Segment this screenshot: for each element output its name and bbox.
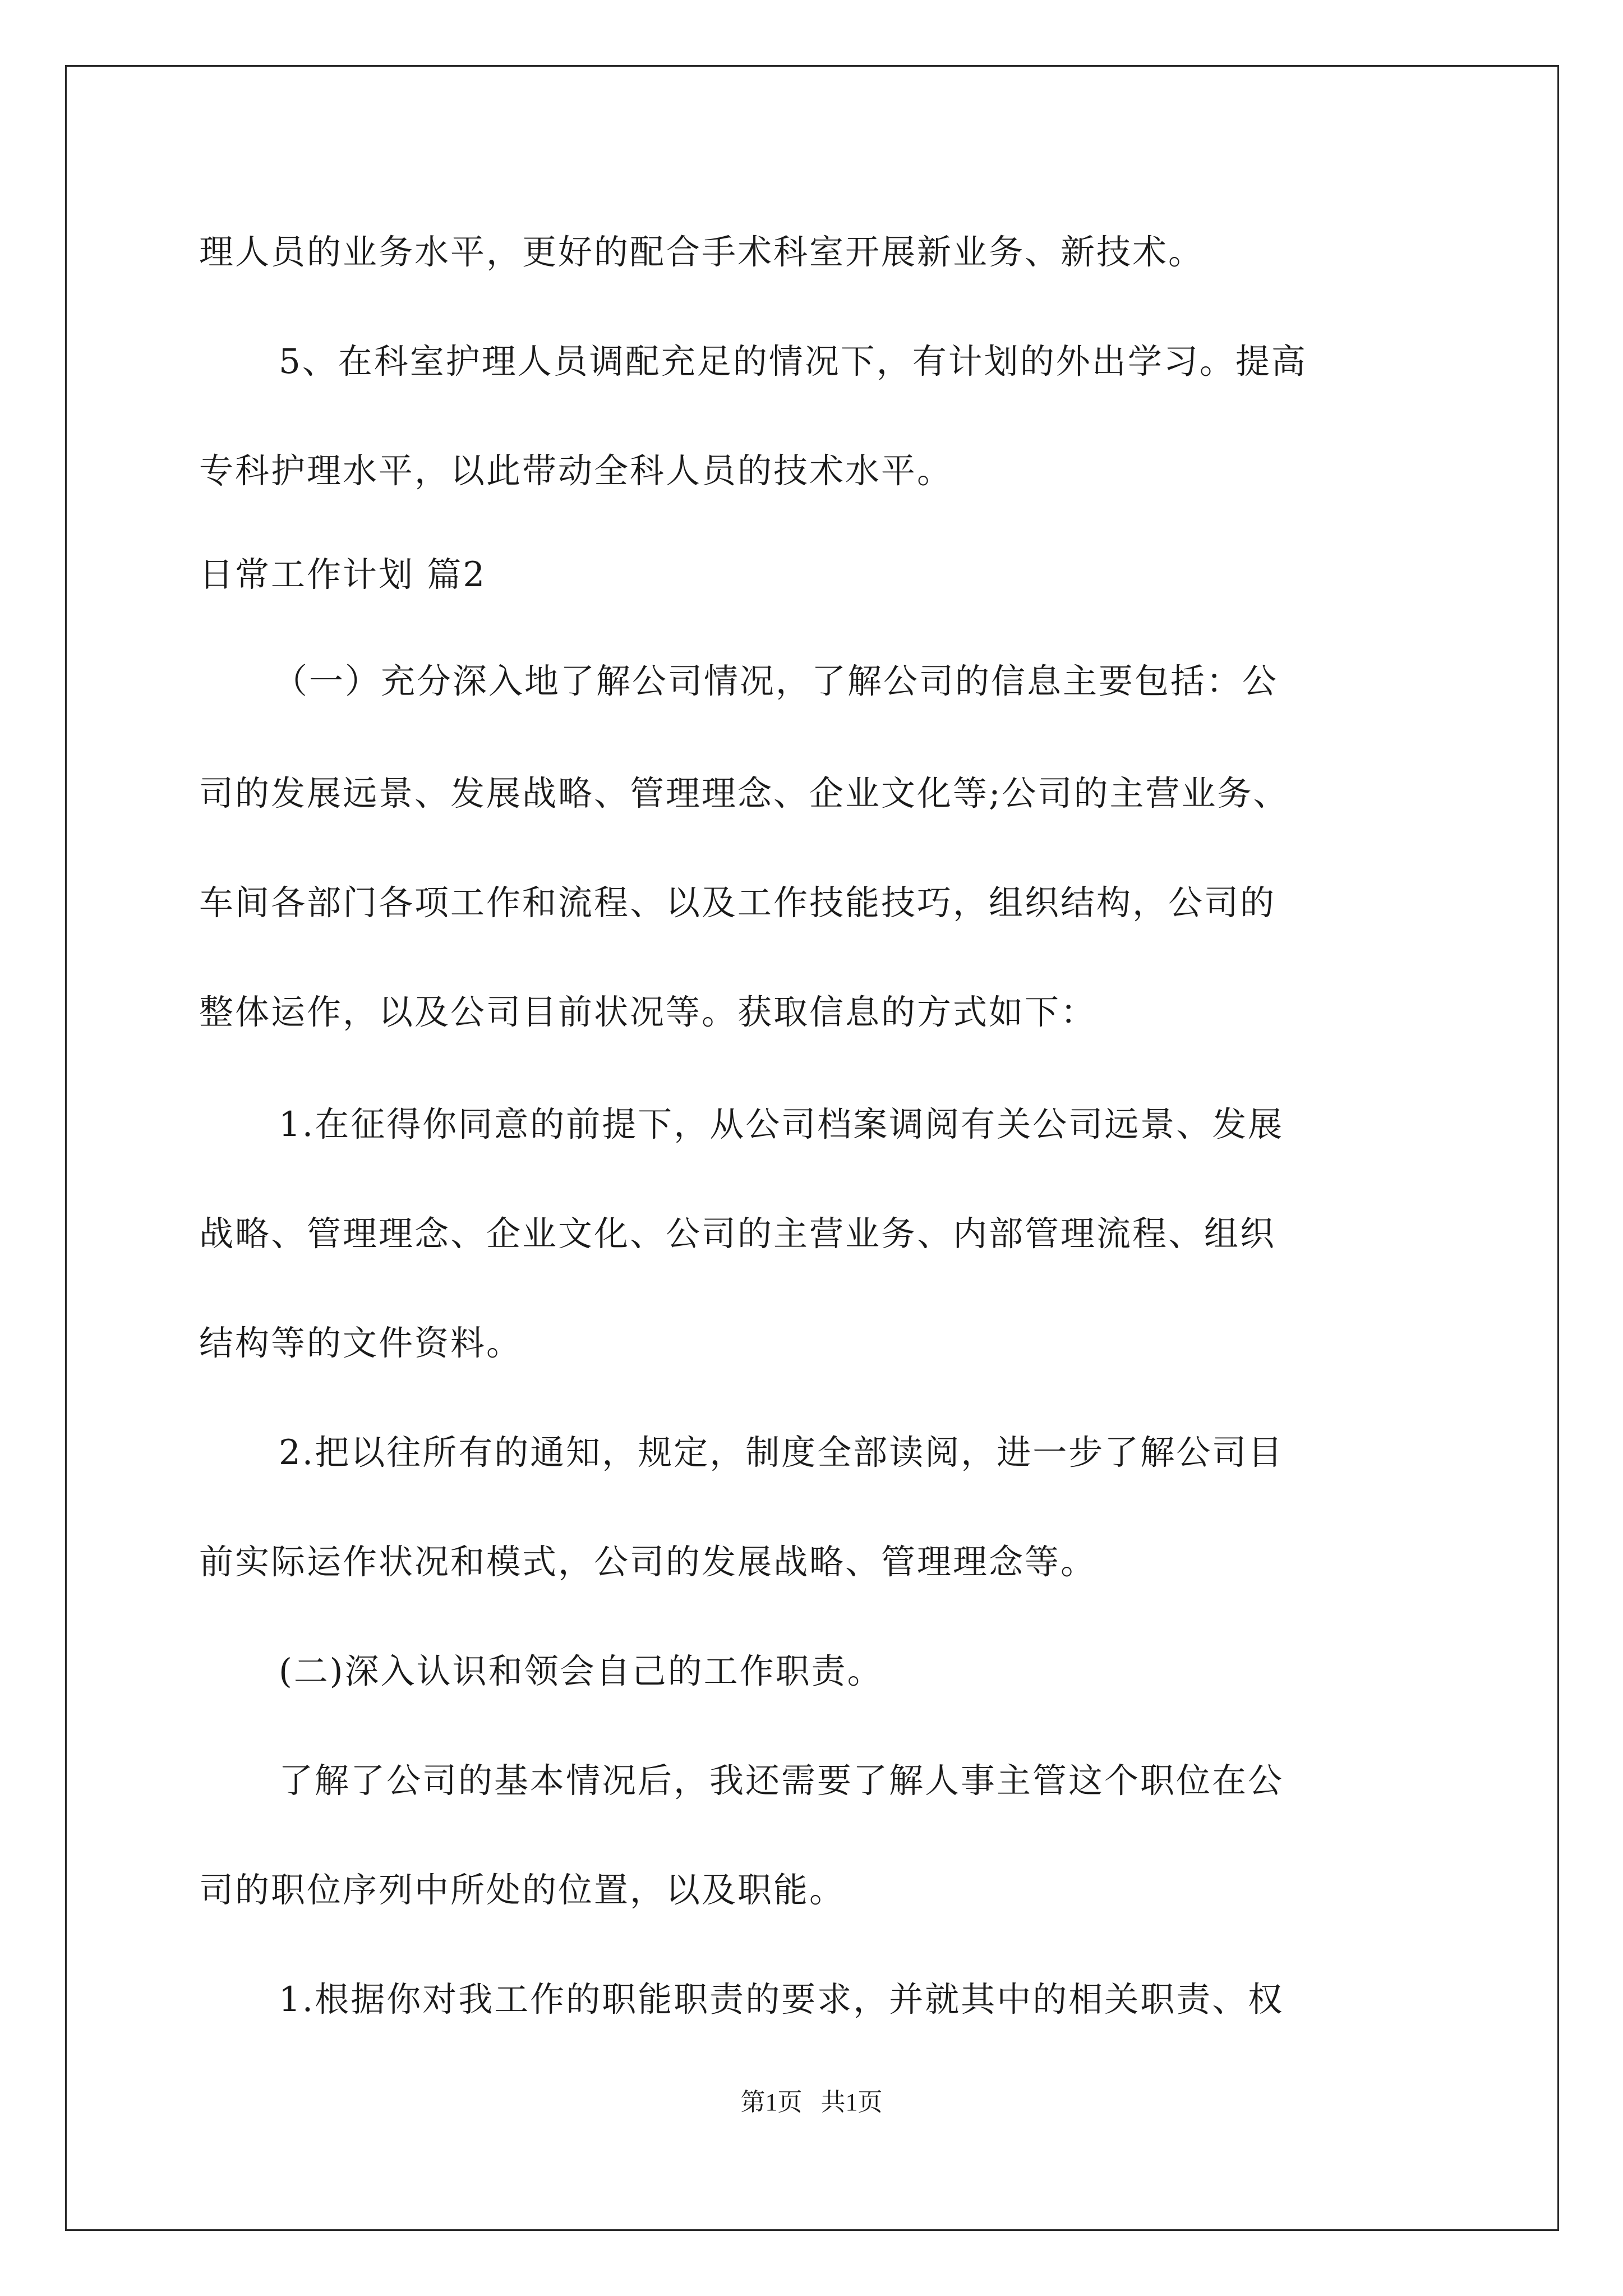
paragraph-line: 2.把以往所有的通知，规定，制度全部读阅，进一步了解公司目 <box>279 1433 1284 1473</box>
paragraph-line: 专科护理水平，以此带动全科人员的技术水平。 <box>199 451 953 491</box>
paragraph-line: 司的职位序列中所处的位置，以及职能。 <box>199 1870 846 1910</box>
page-number-footer: 第1页 共1页 <box>740 2088 883 2116</box>
paragraph-line: 前实际运作状况和模式，公司的发展战略、管理理念等。 <box>199 1542 1097 1582</box>
paragraph-line: 整体运作，以及公司目前状况等。获取信息的方式如下： <box>199 992 1097 1032</box>
paragraph-line: 司的发展远景、发展战略、管理理念、企业文化等;公司的主营业务、 <box>199 774 1289 813</box>
paragraph-line: 战略、管理理念、企业文化、公司的主营业务、内部管理流程、组织 <box>199 1214 1276 1254</box>
section-heading: 日常工作计划 篇2 <box>199 555 487 595</box>
paragraph-line: (二)深入认识和领会自己的工作职责。 <box>279 1651 883 1691</box>
paragraph-line: 了解了公司的基本情况后，我还需要了解人事主管这个职位在公 <box>279 1761 1284 1801</box>
paragraph-line: 1.在征得你同意的前提下，从公司档案调阅有关公司远景、发展 <box>279 1105 1284 1144</box>
paragraph-line: （一）充分深入地了解公司情况，了解公司的信息主要包括：公 <box>273 661 1279 701</box>
paragraph-line: 理人员的业务水平，更好的配合手术科室开展新业务、新技术。 <box>199 232 1205 272</box>
paragraph-line: 5、在科室护理人员调配充足的情况下，有计划的外出学习。提高 <box>279 342 1307 381</box>
paragraph-line: 1.根据你对我工作的职能职责的要求，并就其中的相关职责、权 <box>279 1980 1284 2019</box>
paragraph-line: 车间各部门各项工作和流程、以及工作技能技巧，组织结构，公司的 <box>199 883 1276 923</box>
paragraph-line: 结构等的文件资料。 <box>199 1323 523 1363</box>
